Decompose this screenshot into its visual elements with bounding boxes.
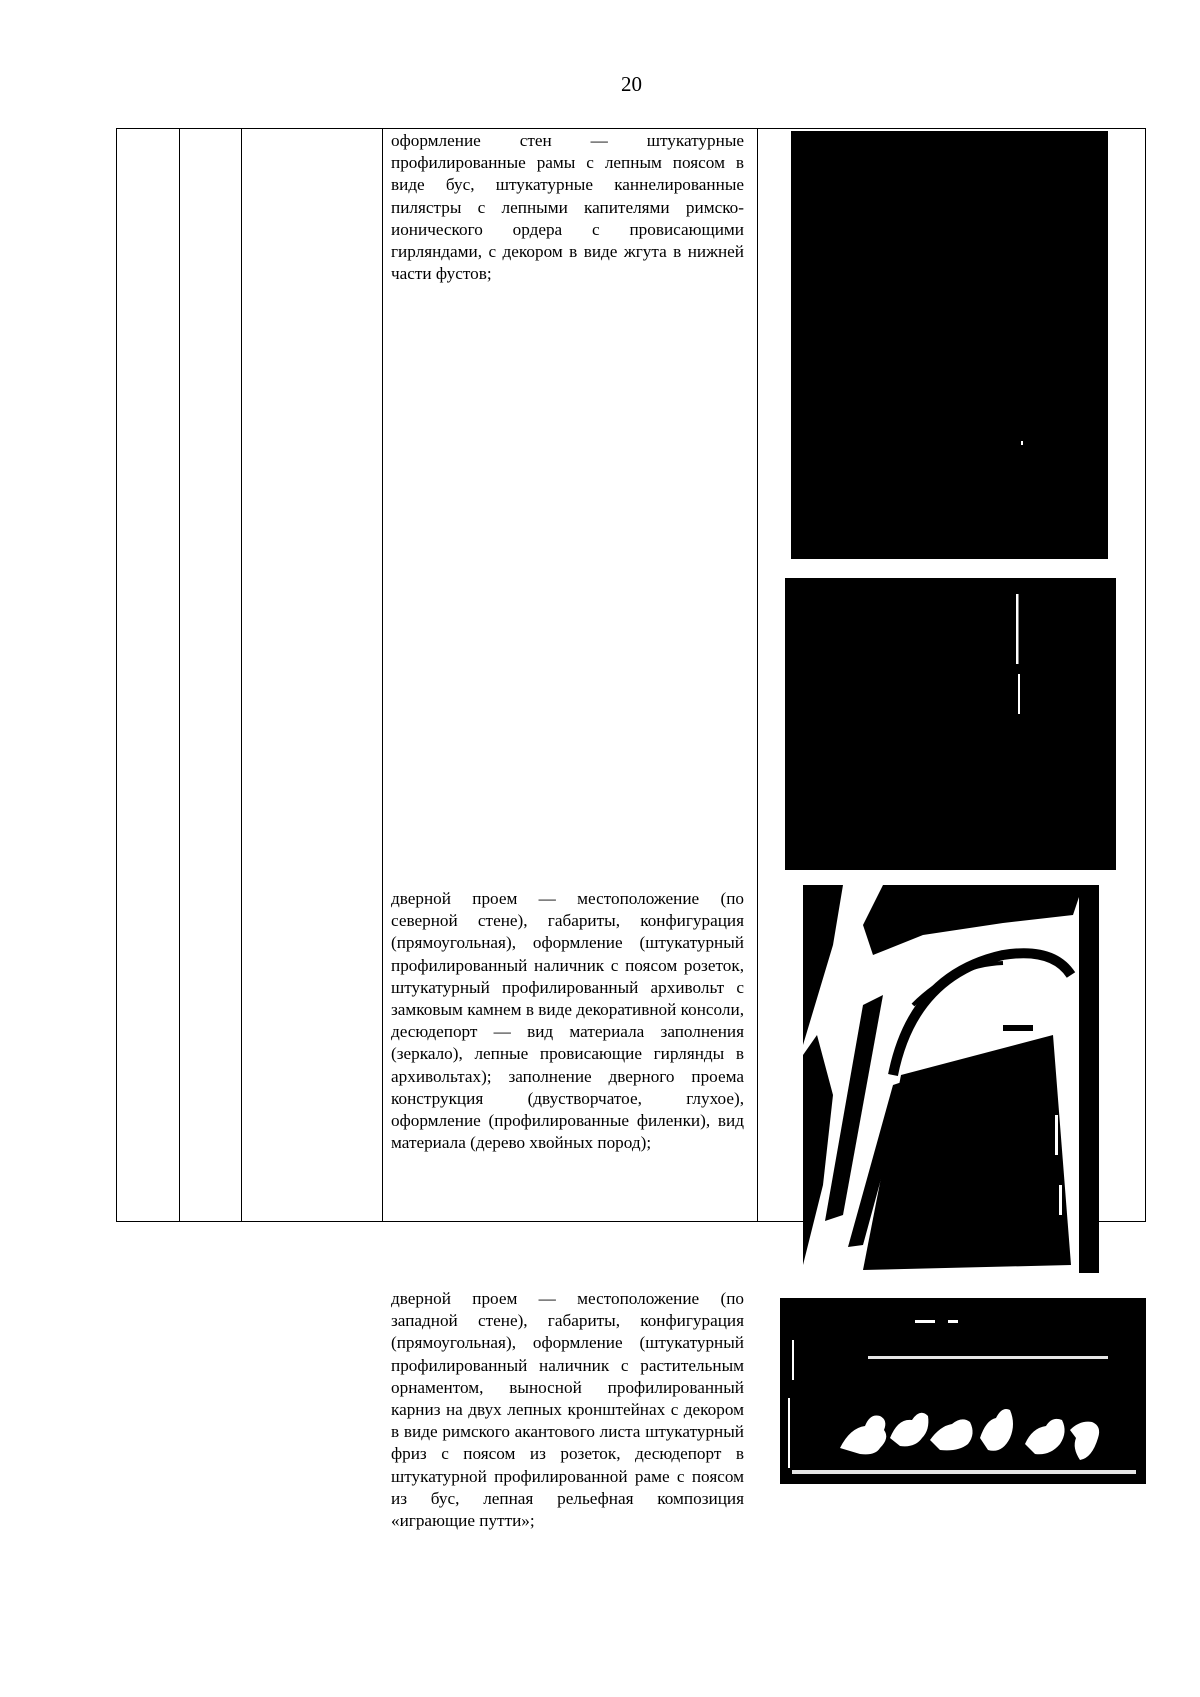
page-number: 20: [621, 72, 642, 96]
column-divider: [179, 129, 180, 1221]
column-divider: [757, 129, 758, 1221]
photo-north-doorway: [803, 885, 1099, 1273]
photo-west-doorway-putti: [780, 1298, 1146, 1484]
description-wall-decor: [391, 130, 744, 285]
description-west-doorway: [391, 1288, 744, 1532]
photo-wall-pilasters: [791, 131, 1108, 559]
column-divider: [241, 129, 242, 1221]
description-north-doorway: [391, 888, 744, 1154]
column-divider: [382, 129, 383, 1221]
description-text: оформление стен — штукатурные профилированные рамы с лепным поясом в виде бус, штукатурные каннелированные пилястры с лепными капителями римско-ионического ордера с провисающими гирляндами, с декором в виде жгута в нижней части фустов;: [391, 131, 744, 284]
description-text: дверной проем — местоположение (по северной стене), габариты, конфигурация (прямоугольная), оформление (штукатурный профилированный наличник с поясом розеток, штукатурный профилированный архивольт с замковым камнем в виде декоративной консоли, десюдепорт — вид материала заполнения (зеркало), лепные провисающие гирлянды в архивольтах); заполнение дверного проема конструкция (двустворчатое, глухое), оформление (профилированные филенки), вид материала (дерево хвойных пород);: [391, 889, 744, 1153]
description-text: дверной проем — местоположение (по западной стене), габариты, конфигурация (прямоугольная), оформление (штукатурный профилированный наличник с растительным орнаментом, выносной профилированный карниз на двух лепных кронштейнах с декором в виде римского акантового листа штукатурный фриз с поясом из розеток, десюдепорт в штукатурной профилированной раме с поясом из бус, лепная рельефная композиция «играющие путти»;: [391, 1289, 744, 1531]
photo-pilaster-detail: [785, 578, 1116, 870]
